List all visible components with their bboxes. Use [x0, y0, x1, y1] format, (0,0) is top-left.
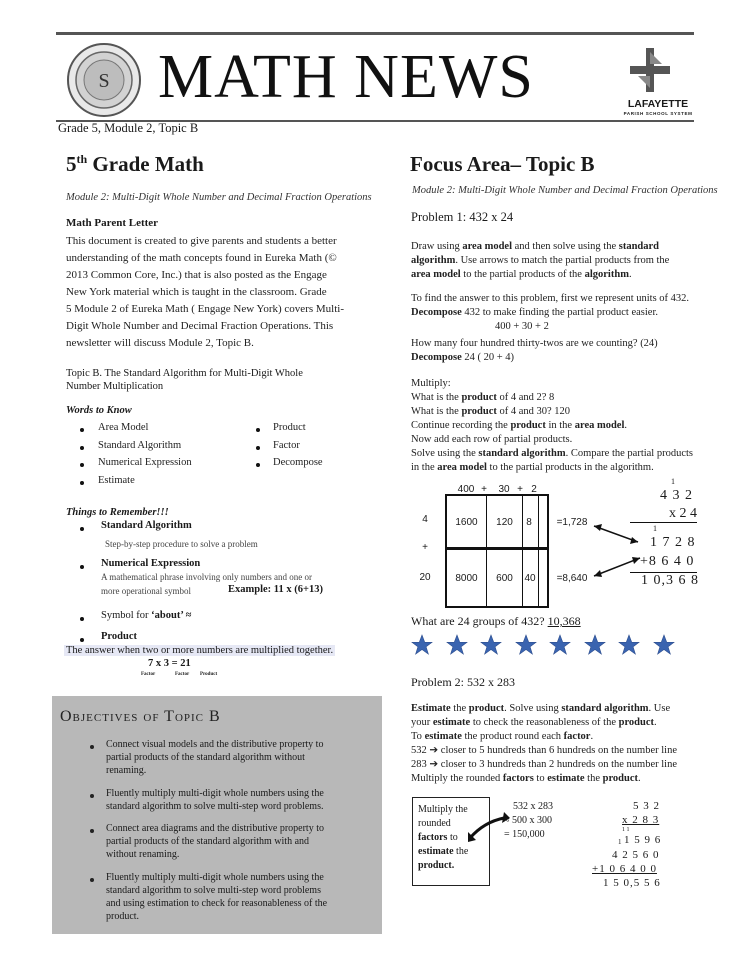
objective-line: and using estimation to check for reasonableness of the [106, 898, 328, 909]
cell-line [538, 494, 539, 608]
estimate-calculation: 532 x 283 ≈ 500 x 300 = 150,000 [504, 801, 553, 840]
letter-line: 2013 Common Core, Inc.) that is also posted as the Engage [66, 269, 327, 281]
right-module-line: Module 2: Multi-Digit Whole Number and Decimal Fraction Operations [412, 185, 718, 196]
algorithm2-factor: x 2 8 3 [622, 814, 660, 826]
product-label-product: Product [200, 672, 218, 677]
objective-line: partial products of the standard algorithm without [106, 752, 305, 763]
algorithm2-total: 1 5 0,5 5 6 [603, 877, 661, 889]
bullet [80, 638, 84, 642]
find-answer-text [411, 292, 741, 334]
bullet [256, 463, 260, 467]
side-label: 20 [419, 572, 431, 583]
objective-item [106, 871, 327, 923]
word-item: Decompose [273, 457, 323, 468]
star-icon [411, 634, 433, 656]
heading-superscript: th [76, 152, 88, 166]
bullet [80, 446, 84, 450]
topic-b-title [66, 367, 303, 393]
about-symbol-line [101, 610, 191, 621]
objective-line: partial products of the standard algorithm with and [106, 836, 310, 847]
words-to-know-title: Words to Know [66, 405, 132, 416]
letter-line: New York material which is taught in the classroom. Grade [66, 286, 327, 298]
star-icon [480, 634, 502, 656]
objective-line: without renaming. [106, 849, 180, 860]
numerical-expression-desc: more operational symbol [101, 586, 191, 596]
area-cell: 1600 [455, 517, 478, 528]
product-equation: 7 x 3 = 21 [148, 658, 191, 669]
bullet [80, 565, 84, 569]
objectives-title: Objectives of Topic B [60, 708, 221, 725]
decomposition-432: 400 + 30 + 2 [495, 321, 549, 332]
top-label: 2 [531, 484, 537, 495]
objective-item [106, 822, 324, 861]
area-cell: 40 [524, 573, 536, 584]
right-heading: Focus Area– Topic B [410, 152, 595, 176]
algorithm-carry: 1 [653, 524, 657, 533]
newsletter-title: MATH NEWS [158, 43, 534, 111]
topic-line: Number Multiplication [66, 381, 164, 392]
numerical-expression-example: Example: 11 x (6+13) [228, 584, 323, 595]
row-sum: =8,640 [556, 573, 588, 584]
product-desc: The answer when two or more numbers are multiplied together. [66, 645, 334, 656]
algorithm2-partial: 4 2 5 6 0 [612, 849, 660, 861]
area-model-divider [445, 547, 549, 550]
letter-line: This document is created to give parents and students a better [66, 235, 337, 247]
letter-line: 5 Module 2 of Eureka Math ( Engage New York) covers Multi- [66, 303, 344, 315]
top-label: 400 [457, 484, 475, 495]
objective-item [106, 738, 323, 777]
district-subtitle: PARISH SCHOOL SYSTEM [623, 111, 693, 116]
find-line: To find the answer to this problem, first we represent units of 432. [411, 293, 690, 304]
numerical-expression-desc: A mathematical phrase involving only numbers and one or [101, 572, 312, 582]
area-model-col-line [486, 494, 487, 608]
star-icon [618, 634, 640, 656]
algorithm2-partial: 1 5 9 6 [624, 834, 662, 846]
bullet [80, 617, 84, 621]
product-label-factor: Factor [141, 672, 156, 677]
star-icon [515, 634, 537, 656]
area-cell: 120 [496, 517, 513, 528]
word-item: Factor [273, 440, 300, 451]
word-item: Area Model [98, 422, 149, 433]
district-name: LAFAYETTE [627, 98, 689, 110]
objective-line: Fluently multiply multi-digit whole numbers using the [106, 872, 324, 883]
partial-product: +8 6 4 0 [640, 554, 695, 569]
bullet [80, 481, 84, 485]
star-icon [653, 634, 675, 656]
about-symbol-bold: ‘about’ ≈ [151, 610, 192, 621]
side-label: 4 [422, 514, 428, 525]
left-module-line: Module 2: Multi-Digit Whole Number and Decimal Fraction Operations [66, 192, 372, 203]
star-icon [549, 634, 571, 656]
how-many-line: How many four hundred thirty-twos are we counting? (24) [411, 338, 658, 349]
groups-answer: 10,368 [547, 614, 581, 628]
topic-line: Topic B. The Standard Algorithm for Multi-Digit Whole [66, 368, 303, 379]
algorithm2-carry: 1 1 [622, 827, 630, 833]
draw-instructions: Draw using area model and then solve using the standard algorithm. Use arrows to match the partial products from the area model to the partial products of the algorithm. [411, 241, 670, 280]
numerical-expression-title: Numerical Expression [101, 558, 201, 569]
area-cell: 8000 [455, 573, 478, 584]
word-item: Numerical Expression [98, 457, 192, 468]
algorithm2-factor: 5 3 2 [633, 800, 660, 812]
objective-item [106, 787, 324, 813]
bullet [80, 428, 84, 432]
top-label: + [517, 484, 523, 495]
algorithm-rule [630, 522, 697, 523]
grade-module-subtitle: Grade 5, Module 2, Topic B [58, 121, 199, 135]
svg-text:S: S [98, 70, 110, 92]
product-label-factor: Factor [175, 672, 190, 677]
school-seal-logo [66, 42, 142, 118]
objective-line: standard algorithm to solve multi-step word problems [106, 885, 321, 896]
final-product: 1 0,3 6 8 [641, 573, 699, 588]
area-cell: 600 [496, 573, 513, 584]
partial-product: 1 7 2 8 [650, 535, 696, 550]
heading-text: Grade Math [87, 152, 204, 176]
multiply-title: Multiply: [411, 378, 451, 389]
row-sum: =1,728 [556, 517, 588, 528]
estimate-instructions: Estimate the product. Solve using standard algorithm. Use your estimate to check the reasonableness of the product. To estimate the product round each factor. 532 ➔ closer to 5 hundreds than 6 hundreds on the number line 283 ➔ closer to 3 hundreds than 2 hundreds on the number line Multiply the rounded factors to estimate the product. [411, 703, 677, 784]
product-title: Product [101, 631, 137, 642]
how-many-text [411, 337, 741, 365]
algorithm2-carry: 1 [618, 838, 622, 846]
things-to-remember-title: Things to Remember!!! [66, 507, 169, 518]
algorithm-carry: 1 [671, 477, 675, 486]
area-model-col-line [522, 494, 523, 608]
std-algorithm-desc: Step-by-step procedure to solve a problem [105, 539, 258, 549]
letter-line: Digit Whole Number and Decimal Fraction Operations. This [66, 320, 334, 332]
algorithm2-partial: +1 0 6 4 0 0 [592, 863, 657, 875]
decompose-24-line: Decompose 24 ( 20 + 4) [411, 352, 515, 363]
star-row [411, 634, 681, 660]
multiply-steps: Multiply: What is the product of 4 and 2? 8 What is the product of 4 and 30? 120 Continue recording the product in the area model. Now add each row of partial products. Solve using the standard algorithm. Compare the partial products in the area model to the partial products in the algorithm. [411, 377, 741, 475]
problem-2-title: Problem 2: 532 x 283 [411, 675, 515, 689]
area-model-grid [445, 494, 549, 608]
bullet [90, 878, 94, 882]
left-heading [66, 152, 204, 177]
bullet [256, 446, 260, 450]
star-icon [446, 634, 468, 656]
word-item: Standard Algorithm [98, 440, 182, 451]
side-label: + [422, 542, 428, 553]
algorithm-factor: x 2 4 [669, 506, 697, 521]
letter-line: understanding of the math concepts found in Eureka Math (© [66, 252, 337, 264]
bullet [90, 745, 94, 749]
objective-line: standard algorithm to solve multi-step word problems. [106, 801, 324, 812]
objective-line: Fluently multiply multi-digit whole numbers using the [106, 788, 324, 799]
estimate-note-box: Multiply the rounded factors to estimate the product. [412, 797, 490, 886]
bullet [80, 527, 84, 531]
top-label: + [481, 484, 487, 495]
area-cell: 8 [526, 517, 532, 528]
heading-number: 5 [66, 152, 77, 176]
about-symbol-text: Symbol for [101, 610, 152, 621]
letter-line: newsletter will discuss Module 2, Topic B. [66, 337, 254, 349]
lafayette-logo [630, 48, 670, 92]
groups-question: What are 24 groups of 432? 10,368 [411, 614, 581, 628]
std-algorithm-title: Standard Algorithm [101, 520, 192, 531]
objective-line: Connect visual models and the distributive property to [106, 739, 324, 750]
word-item: Estimate [98, 475, 135, 486]
star-icon [584, 634, 606, 656]
bullet [90, 829, 94, 833]
header-top-rule [56, 32, 694, 35]
algorithm-factor: 4 3 2 [660, 488, 693, 503]
word-item: Product [273, 422, 306, 433]
objective-line: product. [106, 911, 140, 922]
top-label: 30 [498, 484, 510, 495]
problem-1-title: Problem 1: 432 x 24 [411, 210, 514, 224]
bullet [256, 428, 260, 432]
find-line: Decompose 432 to make finding the partial product easier. [411, 307, 658, 318]
bullet [80, 463, 84, 467]
objective-line: renaming. [106, 765, 147, 776]
parent-letter-body [66, 233, 376, 352]
objective-line: Connect area diagrams and the distributive property to [106, 823, 324, 834]
parent-letter-title: Math Parent Letter [66, 217, 159, 229]
bullet [90, 794, 94, 798]
